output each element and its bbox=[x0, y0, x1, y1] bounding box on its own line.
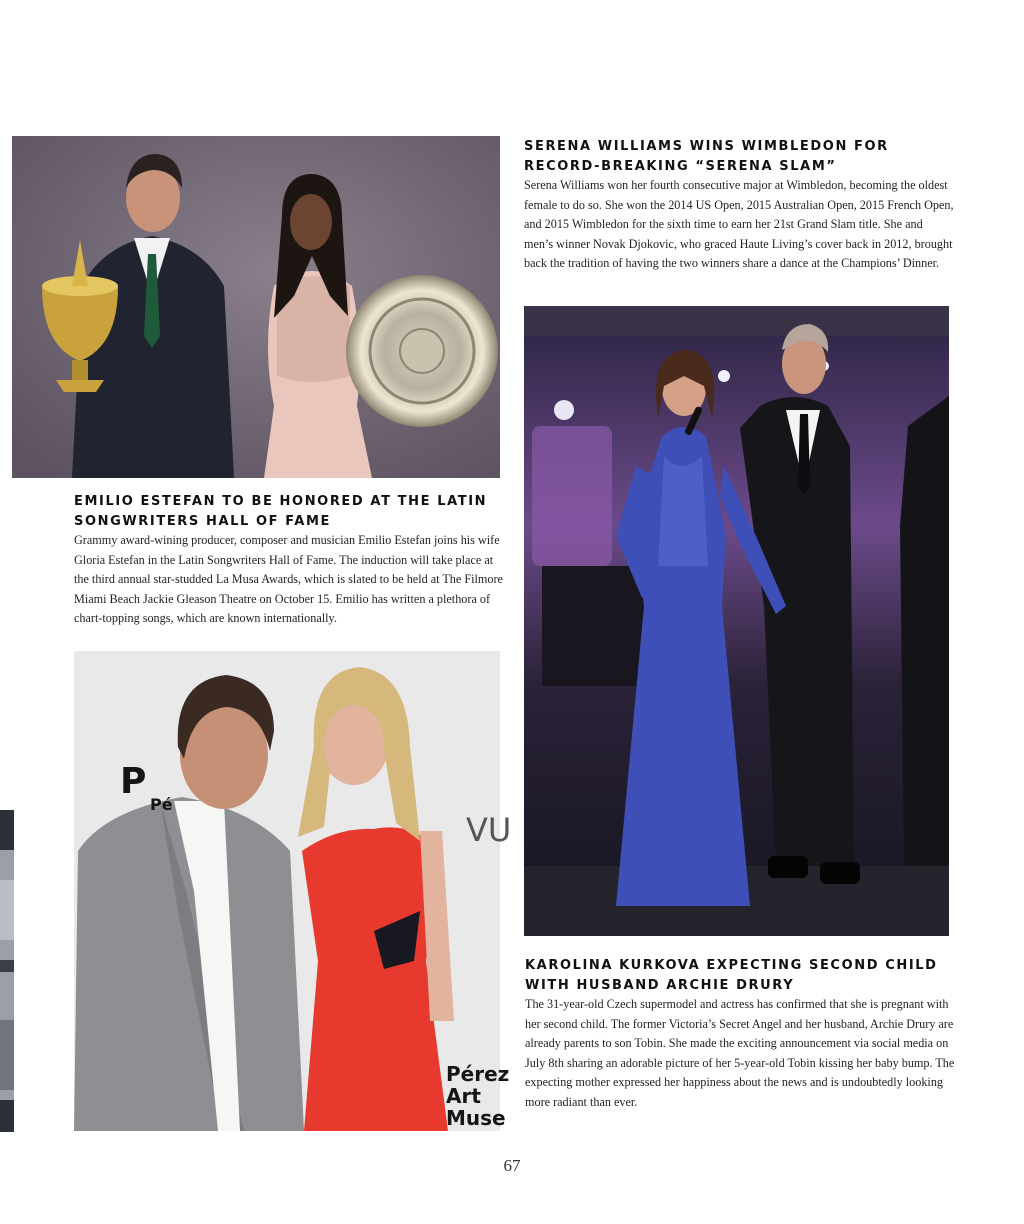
article-headline-serena: SERENA WILLIAMS WINS WIMBLEDON FOR RECORD-BREAKING “SERENA SLAM” bbox=[524, 139, 889, 174]
backdrop-logo-vu: VU bbox=[466, 811, 512, 849]
page-number: 67 bbox=[503, 1156, 521, 1175]
facing-page-photo-edge bbox=[0, 810, 14, 1132]
backdrop-logo-pe: Pé bbox=[150, 795, 173, 814]
article-body-emilio: Grammy award-wining producer, composer and musician Emilio Estefan joins his wife Gloria Estefan in the Latin Songwriters Hall of Fame. The induction will take place at the third annual star-studded La Musa Awards, which is slated to be held at The Filmore Miami Beach Jackie Gleason Theatre on October 15. Emilio has written a plethora of chart-topping songs, which are known internationally. bbox=[74, 533, 503, 625]
backdrop-logo-art: Art bbox=[446, 1084, 481, 1108]
backdrop-logo-perez: Pérez bbox=[446, 1062, 510, 1086]
article-headline-emilio: EMILIO ESTEFAN TO BE HONORED AT THE LATIN SONGWRITERS HALL OF FAME bbox=[74, 494, 488, 529]
backdrop-logo-p: P bbox=[120, 761, 147, 802]
article-body-serena: Serena Williams won her fourth consecutive major at Wimbledon, becoming the oldest female to do so. She won the 2014 US Open, 2015 Australian Open, 2015 French Open, and 2015 Wimbledon for the sixth time to earn her 21st Grand Slam title. She and men’s winner Novak Djokovic, who graced Haute Living’s cover back in 2012, brought back the tradition of having the two winners share a dance at the Champions’ Dinner. bbox=[524, 178, 954, 270]
article-headline-karolina: KAROLINA KURKOVA EXPECTING SECOND CHILD WITH HUSBAND ARCHIE DRURY bbox=[525, 958, 938, 993]
article-body-karolina: The 31-year-old Czech supermodel and actress has confirmed that she is pregnant with her second child. The former Victoria’s Secret Angel and her husband, Archie Drury are already parents to son Tobin. She made the exciting announcement via social media on July 8th sharing an adorable picture of her 5-year-old Tobin kissing her baby bump. The expecting mother expressed her happiness about the news and is undoubtedly looking more radiant than ever. bbox=[525, 997, 955, 1109]
estefan-photo bbox=[524, 306, 949, 936]
backdrop-logo-muse: Muse bbox=[446, 1106, 506, 1130]
kurkova-drury-photo bbox=[74, 651, 512, 1131]
serena-djokovic-photo bbox=[12, 136, 500, 478]
